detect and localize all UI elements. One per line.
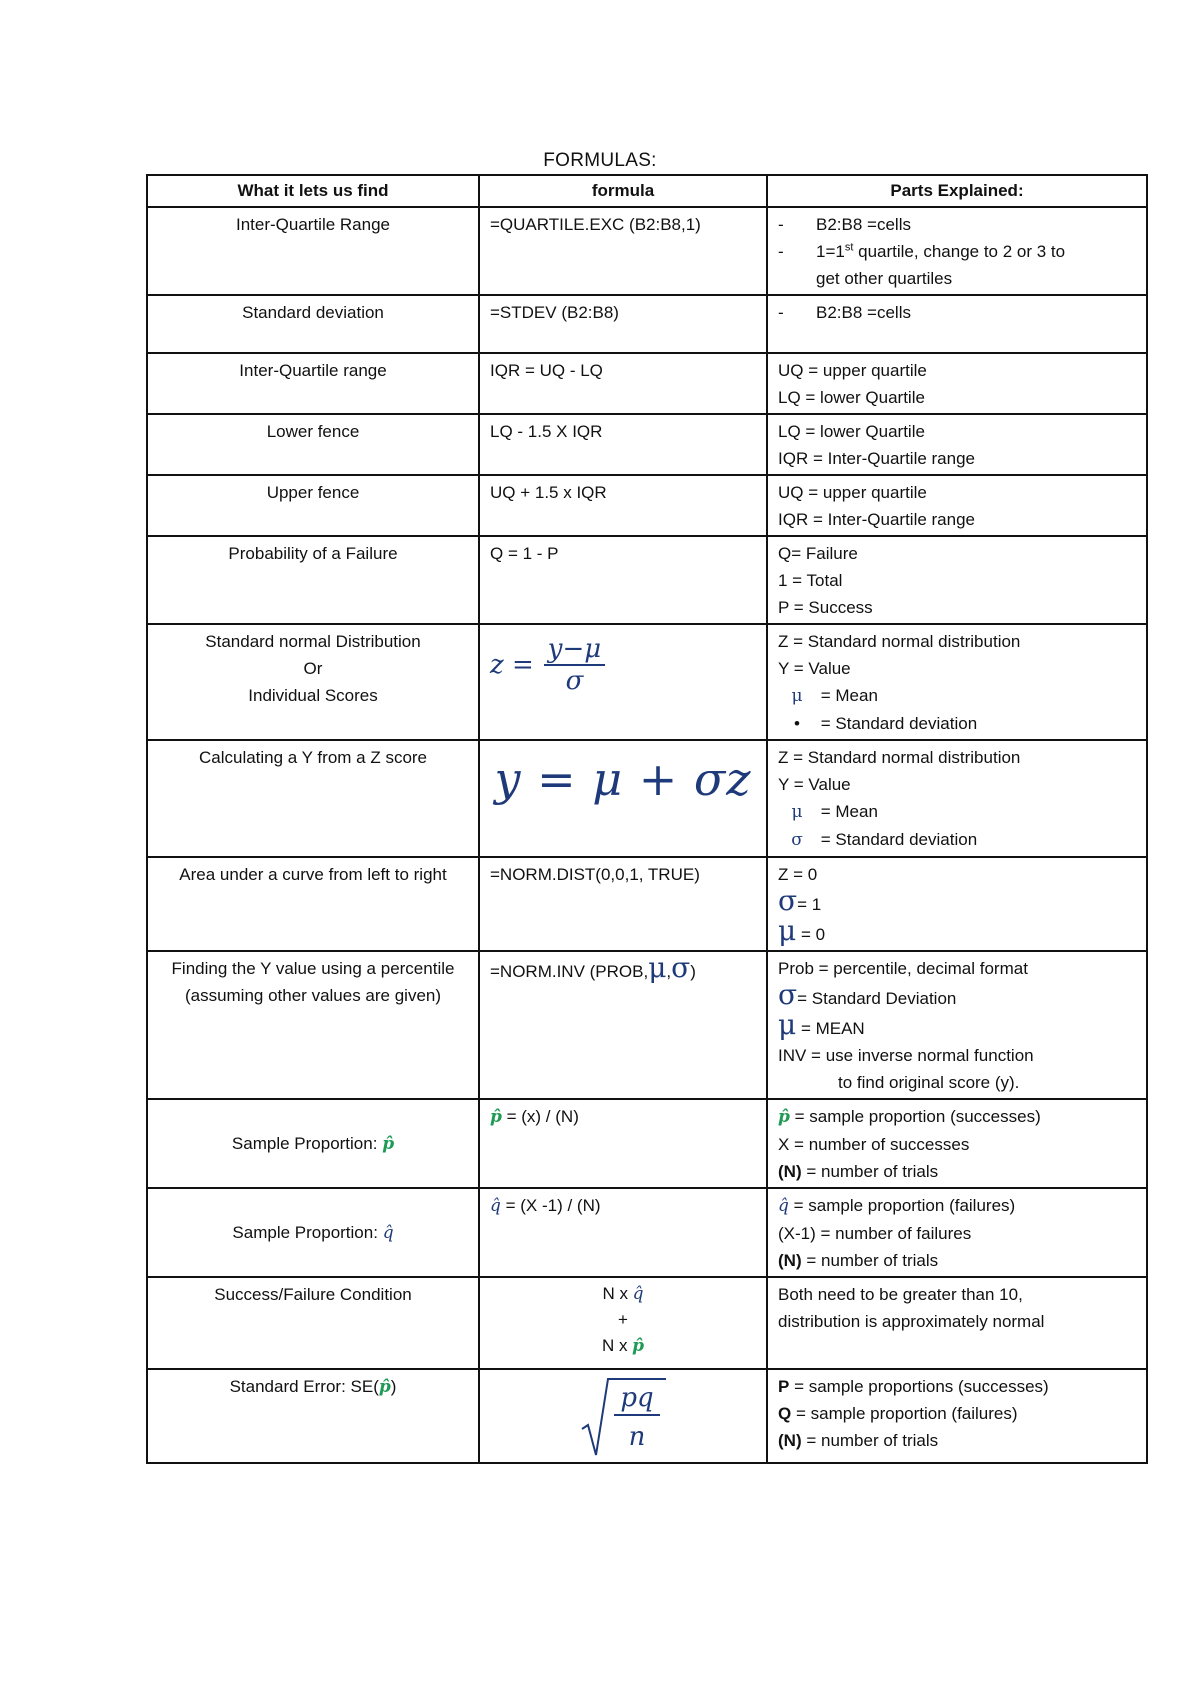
sigma-icon: σ	[778, 978, 798, 1011]
find-cell: Standard normal Distribution Or Individual Scores	[147, 624, 479, 740]
p-hat-icon: p̂	[490, 1107, 502, 1127]
find-cell: Probability of a Failure	[147, 536, 479, 624]
mu-icon: μ	[791, 686, 803, 706]
parts-cell: - B2:B8 =cells - 1=1st quartile, change to 2 or 3 to get other quartiles	[767, 207, 1147, 295]
table-row	[147, 475, 1147, 536]
mu-icon: μ	[778, 1008, 797, 1041]
parts-cell: Prob = percentile, decimal format σ= Standard Deviation μ = MEAN INV = use inverse normal function to find original score (y).	[767, 951, 1147, 1099]
table-row	[147, 857, 1147, 951]
z-score-formula: z = $\frac{y-\mu}{\sigma}$	[490, 634, 756, 696]
sqrt-denominator: n	[628, 1422, 646, 1452]
find-cell: Success/Failure Condition	[147, 1277, 479, 1369]
table-header-row	[147, 175, 1147, 207]
parts-cell: q̂ = sample proportion (failures) (X-1) = number of failures (N) = number of trials	[767, 1188, 1147, 1277]
table-row	[147, 951, 1147, 1099]
find-cell: Finding the Y value using a percentile (assuming other values are given)	[147, 951, 479, 1099]
header-parts: Parts Explained:	[767, 175, 1147, 207]
find-cell: Inter-Quartile range	[147, 353, 479, 414]
formula-cell	[479, 624, 767, 740]
formulas-table	[146, 174, 1148, 1464]
find-cell: Lower fence	[147, 414, 479, 475]
sigma-icon: σ	[791, 830, 803, 850]
parts-cell: Both need to be greater than 10, distribution is approximately normal	[767, 1277, 1147, 1369]
table-row	[147, 1188, 1147, 1277]
table-row	[147, 295, 1147, 353]
parts-cell: p̂ = sample proportion (successes) X = number of successes (N) = number of trials	[767, 1099, 1147, 1188]
table-row	[147, 207, 1147, 295]
formula-cell: =NORM.DIST(0,0,1, TRUE)	[479, 857, 767, 951]
table-row	[147, 536, 1147, 624]
parts-cell: Z = Standard normal distribution Y = Value μ = Mean • = Standard deviation	[767, 624, 1147, 740]
formula-cell: =QUARTILE.EXC (B2:B8,1)	[479, 207, 767, 295]
p-hat-icon: p̂	[778, 1107, 790, 1127]
header-formula: formula	[479, 175, 767, 207]
parts-cell: - B2:B8 =cells	[767, 295, 1147, 353]
sigma-icon: σ	[671, 951, 691, 984]
table-row	[147, 1369, 1147, 1463]
find-cell: Upper fence	[147, 475, 479, 536]
page-title: FORMULAS:	[543, 150, 657, 171]
formula-cell: N x q̂ + N x p̂	[479, 1277, 767, 1369]
mu-icon: μ	[791, 802, 803, 822]
p-hat-icon: p̂	[632, 1336, 645, 1356]
bullet-icon: •	[794, 714, 800, 733]
table-row	[147, 740, 1147, 857]
find-cell: Sample Proportion: p̂	[147, 1099, 479, 1188]
formula-cell: Q = 1 - P	[479, 536, 767, 624]
table-row	[147, 414, 1147, 475]
p-hat-icon: p̂	[382, 1134, 395, 1154]
mu-icon: μ	[778, 914, 797, 947]
formula-cell: q̂ = (X -1) / (N)	[479, 1188, 767, 1277]
table-row	[147, 1277, 1147, 1369]
parts-cell: UQ = upper quartile LQ = lower Quartile	[767, 353, 1147, 414]
find-cell: Sample Proportion: q̂	[147, 1188, 479, 1277]
p-hat-icon: p̂	[378, 1377, 391, 1397]
standard-error-formula	[490, 1375, 756, 1459]
table-row	[147, 353, 1147, 414]
q-hat-icon: q̂	[490, 1196, 501, 1216]
table-row	[147, 1099, 1147, 1188]
formula-cell: p̂ = (x) / (N)	[479, 1099, 767, 1188]
parts-cell: Q= Failure 1 = Total P = Success	[767, 536, 1147, 624]
square-root-icon	[578, 1375, 668, 1459]
find-cell: Standard Error: SE(p̂)	[147, 1369, 479, 1463]
y-from-z-formula: y = μ + σz	[494, 752, 752, 806]
formula-cell	[479, 1369, 767, 1463]
sigma-icon: σ	[778, 884, 798, 917]
parts-cell: LQ = lower Quartile IQR = Inter-Quartile range	[767, 414, 1147, 475]
parts-cell: UQ = upper quartile IQR = Inter-Quartile range	[767, 475, 1147, 536]
formula-cell: LQ - 1.5 X IQR	[479, 414, 767, 475]
q-hat-icon: q̂	[382, 1223, 394, 1243]
parts-cell: P = sample proportions (successes) Q = sample proportion (failures) (N) = number of trials	[767, 1369, 1147, 1463]
formula-cell: UQ + 1.5 x IQR	[479, 475, 767, 536]
formula-cell: =NORM.INV (PROB,μ,σ)	[479, 951, 767, 1099]
formula-cell: =STDEV (B2:B8)	[479, 295, 767, 353]
q-hat-icon: q̂	[778, 1196, 789, 1216]
find-cell: Inter-Quartile Range	[147, 207, 479, 295]
table-row	[147, 624, 1147, 740]
parts-cell: Z = Standard normal distribution Y = Value μ = Mean σ = Standard deviation	[767, 740, 1147, 857]
find-cell: Area under a curve from left to right	[147, 857, 479, 951]
parts-cell: Z = 0 σ= 1 μ = 0	[767, 857, 1147, 951]
header-find: What it lets us find	[147, 175, 479, 207]
mu-icon: μ	[648, 951, 667, 984]
sqrt-numerator: pq	[620, 1383, 654, 1413]
find-cell: Standard deviation	[147, 295, 479, 353]
q-hat-icon: q̂	[632, 1284, 644, 1304]
formula-cell: IQR = UQ - LQ	[479, 353, 767, 414]
find-cell: Calculating a Y from a Z score	[147, 740, 479, 857]
formula-cell	[479, 740, 767, 857]
